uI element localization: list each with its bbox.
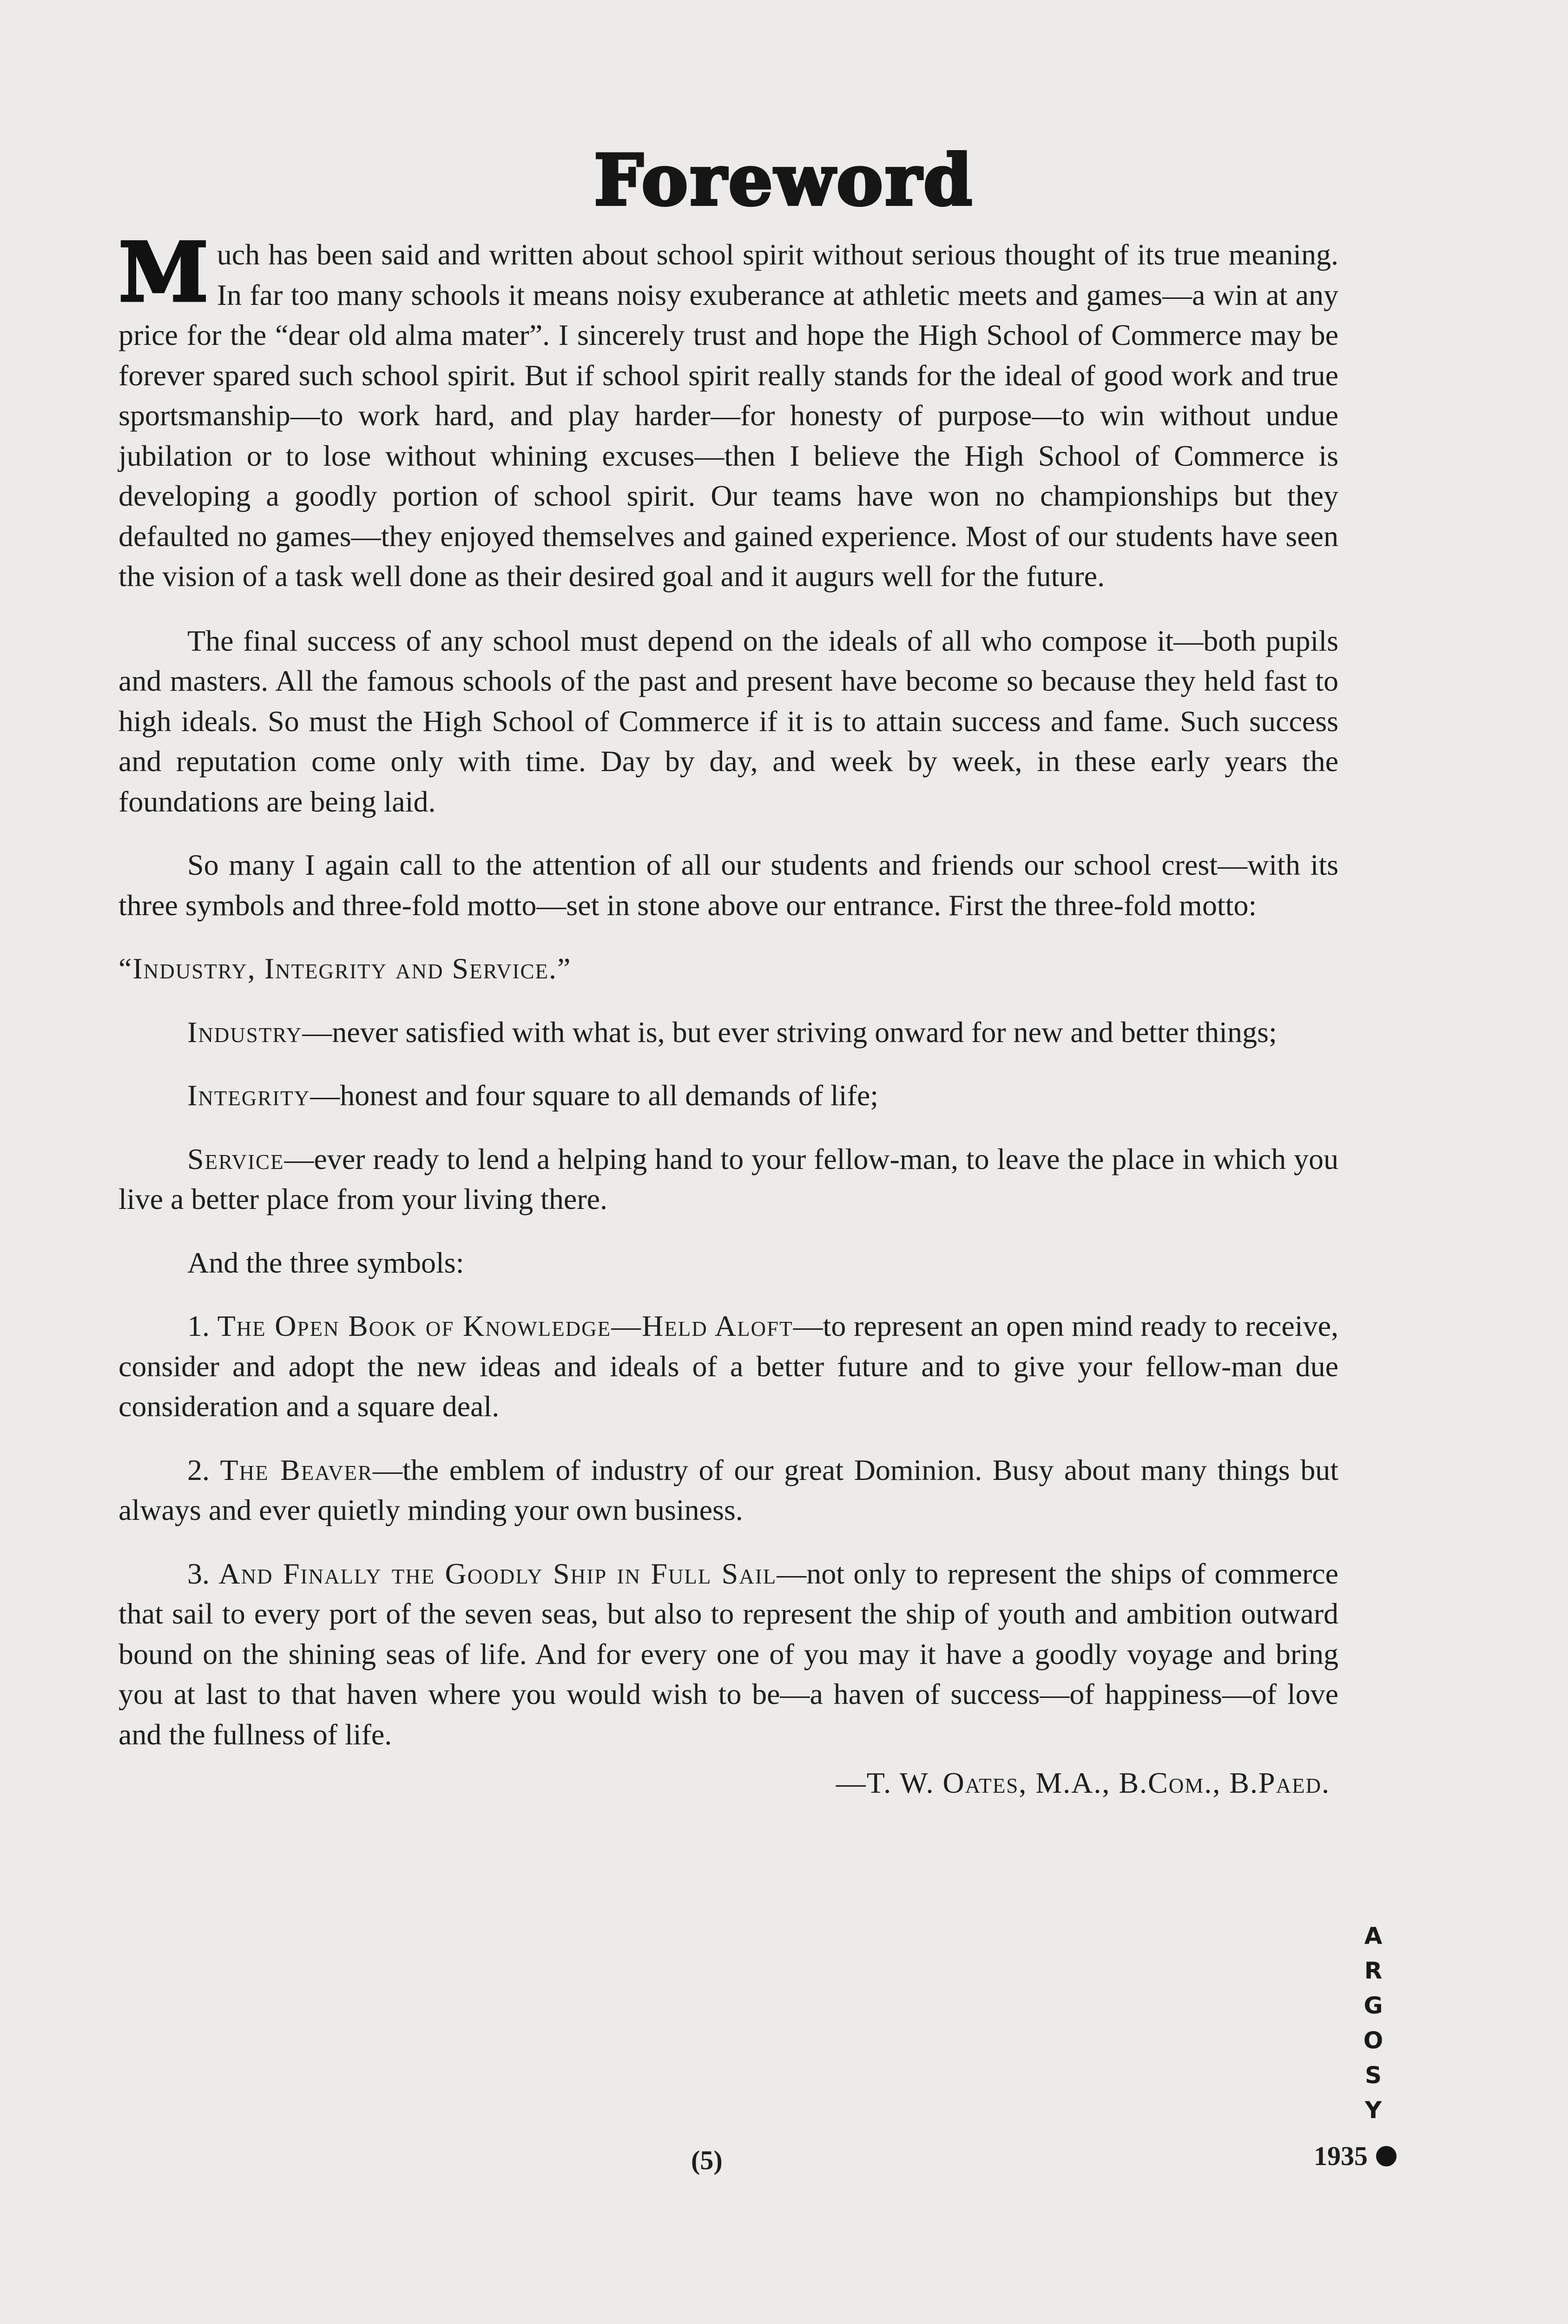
- side-letter: S: [1364, 2062, 1382, 2089]
- motto: “Industry, Integrity and Service.”: [119, 952, 572, 985]
- symbol-3-text: —not only to represent the ships of commerce that sail to every port of the seven seas, but also to represent the ship of youth and ambition outward bound on the shining seas of life. And for every one of you may it have a goodly voyage and bring you at last to that haven where you would wish to be—a haven of success—of happiness—of love and the fullness of life.: [119, 1557, 1339, 1751]
- motto-service: [119, 1139, 1338, 1220]
- paragraph-intro: [119, 225, 1338, 597]
- drop-cap: M: [119, 225, 209, 320]
- symbol-1-number: 1.: [187, 1309, 210, 1342]
- symbol-2-term: The Beaver: [220, 1453, 373, 1486]
- term-service: Service: [187, 1142, 284, 1175]
- page-number: (5): [691, 2145, 723, 2175]
- term-industry: Industry: [187, 1015, 303, 1049]
- industry-text: —never satisfied with what is, but ever striving onward for new and better things;: [302, 1015, 1277, 1049]
- symbol-3-number: 3.: [187, 1557, 210, 1590]
- symbol-1-term: The Open Book of Knowledge—Held Aloft: [217, 1309, 793, 1342]
- page-title: Foreword: [594, 139, 974, 221]
- paragraph-crest: So many I again call to the attention of all our students and friends our school crest—with its three symbols and three-fold motto—set in stone above our entrance. First the three-fold motto:: [119, 848, 1338, 922]
- foreword-body: [119, 225, 1339, 1803]
- year-text: 1935: [1314, 2141, 1368, 2171]
- motto-industry: [119, 1012, 1338, 1053]
- paragraph-intro-text: uch has been said and written about school spirit without serious thought of its true meaning. In far too many schools it means noisy exuberance at athletic meets and games—a win at any price for the “dear old alma mater”. I sincerely trust and hope the High School of Commerce may be forever spared such school spirit. But if school spirit really stands for the ideal of good work and true sportsmanship—to work hard, and play harder—for honesty of purpose—to win without undue jubilation or to lose without whining excuses—then I believe the High School of Commerce is developing a goodly portion of school spirit. Our teams have won no championships but they defaulted no games—they enjoyed themselves and gained experience. Most of our students have seen the vision of a task well done as their desired goal and it augurs well for the future.: [119, 238, 1338, 593]
- integrity-text: —honest and four square to all demands of life;: [310, 1079, 879, 1112]
- service-text: —ever ready to lend a helping hand to your fellow-man, to leave the place in which you live a better place from your living there.: [119, 1142, 1338, 1215]
- paragraph-success: The final success of any school must depend on the ideals of all who compose it—both pupils and masters. All the famous schools of the past and present have become so because they held fast to high ideals. So must the High School of Commerce if it is to attain success and fame. Such success and reputation come only with time. Day by day, and week by week, in these early years the foundations are being laid.: [119, 624, 1338, 818]
- bullet-dot-icon: [1376, 2146, 1397, 2166]
- side-letter: Y: [1364, 2097, 1382, 2124]
- side-letter: O: [1363, 2027, 1384, 2054]
- year-label: [1314, 2140, 1397, 2172]
- symbol-1: [119, 1306, 1338, 1427]
- symbol-1-text: —to represent an open mind ready to receive, consider and adopt the new ideas and ideals of a better future and to give your fellow-man due consideration and a square deal.: [119, 1309, 1339, 1423]
- symbols-intro: And the three symbols:: [187, 1246, 464, 1279]
- signature: —T. W. Oates, M.A., B.Com., B.Paed.: [836, 1766, 1330, 1799]
- argosy-vertical-label: [1359, 1919, 1387, 2128]
- motto-integrity: [119, 1076, 1338, 1116]
- side-letter: A: [1364, 1922, 1383, 1949]
- symbol-2: [119, 1450, 1338, 1531]
- side-letter: R: [1364, 1957, 1383, 1984]
- term-integrity: Integrity: [187, 1079, 310, 1112]
- symbol-2-number: 2.: [187, 1453, 210, 1486]
- symbol-3-term: And Finally the Goodly Ship in Full Sail: [218, 1557, 777, 1590]
- side-letter: G: [1364, 1992, 1383, 2019]
- symbol-3: [119, 1554, 1338, 1755]
- symbol-2-text: —the emblem of industry of our great Dominion. Busy about many things but always and ever quietly minding your own business.: [119, 1453, 1339, 1526]
